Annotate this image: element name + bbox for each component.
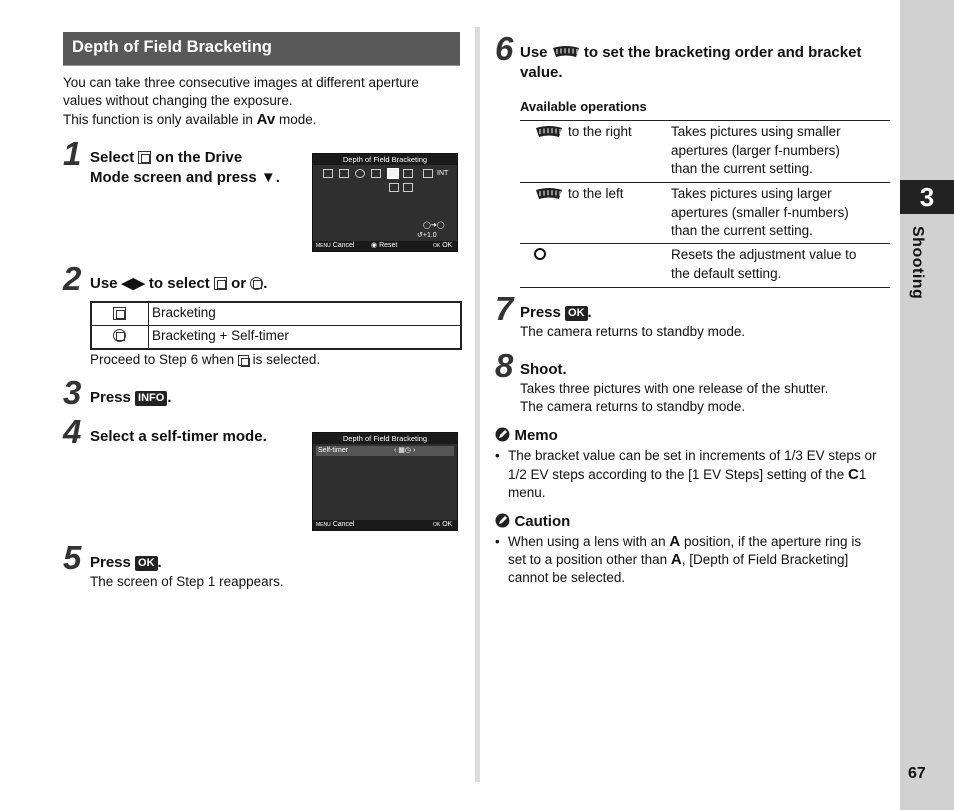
bracketing-timer-icon xyxy=(250,277,263,290)
step-2-note: Proceed to Step 6 when is selected. xyxy=(90,352,321,367)
interval-label: INT xyxy=(437,170,449,177)
single-frame-icon xyxy=(323,169,333,178)
step-number-8: 8 xyxy=(495,347,514,384)
table-row xyxy=(520,243,890,288)
intro-line-1: You can take three consecutive images at different aperture xyxy=(63,75,419,90)
caution-line-3: cannot be selected. xyxy=(508,570,626,585)
step-number-4: 4 xyxy=(63,413,82,450)
caution-line-1: When using a lens with an A position, if the aperture ring is xyxy=(508,533,862,550)
step-8-note-2: The camera returns to standby mode. xyxy=(520,399,746,414)
bracketing-icon xyxy=(113,307,126,320)
bracketing-timer-icon xyxy=(113,329,126,342)
chapter-number: 3 xyxy=(900,180,954,214)
control-desc: Takes pictures using larger apertures (smaller f-numbers) than the current setting. xyxy=(671,186,849,238)
info-button-icon: INFO xyxy=(135,391,167,406)
memo-line-3: menu. xyxy=(508,485,546,500)
step-8-note-1: Takes three pictures with one release of the shutter. xyxy=(520,381,829,396)
mirror-up-icon xyxy=(403,169,413,178)
control-desc: Resets the adjustment value to the default setting. xyxy=(671,247,857,281)
aperture-a-icon: A xyxy=(669,533,681,550)
rear-dial-icon xyxy=(535,188,563,200)
hdr-icon xyxy=(423,169,433,178)
bracketing-timer-icon xyxy=(403,183,413,192)
control-label: to the left xyxy=(568,186,624,201)
step-1-line-2: Mode screen and press ▼. xyxy=(90,169,280,186)
aperture-a-icon: A xyxy=(670,551,682,568)
bracketing-icon xyxy=(238,355,249,366)
caution-heading: Caution xyxy=(495,513,570,531)
cancel-hint: MENU Cancel xyxy=(316,521,355,528)
ev-value: ↺+1.0 xyxy=(417,232,437,239)
bracketing-icon xyxy=(214,277,227,290)
remote-icon xyxy=(371,169,381,178)
step-6-line-2: value. xyxy=(520,64,563,81)
step-4-title: Select a self-timer mode. xyxy=(90,428,267,445)
operations-heading: Available operations xyxy=(520,99,647,114)
bracketing-icon-a xyxy=(389,183,399,192)
step-7-note: The camera returns to standby mode. xyxy=(520,324,746,339)
section-title: Depth of Field Bracketing xyxy=(72,38,272,56)
self-timer-row: Self-timer ‹ ▦◷ › xyxy=(316,446,454,456)
step-7-title: Press OK . xyxy=(520,304,592,321)
table-cell-label: Bracketing xyxy=(152,305,216,320)
step-number-3: 3 xyxy=(63,374,82,411)
memo-pencil-icon xyxy=(495,427,510,442)
memo-line-1: The bracket value can be set in increments of 1/3 EV steps or xyxy=(508,448,877,463)
chapter-label: Shooting xyxy=(909,226,926,300)
table-row xyxy=(520,120,890,182)
step-6-line-1: Use to set the bracketing order and bracket xyxy=(520,44,862,61)
ok-hint: OK OK xyxy=(433,521,453,528)
drive-mode-screen xyxy=(312,153,458,252)
step-number-1: 1 xyxy=(63,135,82,172)
memo-line-2: 1/2 EV steps according to the [1 EV Steps] setting of the C1 xyxy=(508,466,867,483)
continuous-icon xyxy=(339,169,349,178)
table-cell-icon xyxy=(92,303,149,326)
step-8-title: Shoot. xyxy=(520,361,567,378)
table-row xyxy=(520,182,890,243)
column-divider xyxy=(475,27,480,782)
bracketing-options-table xyxy=(90,301,462,350)
caution-line-2: set to a position other than A, [Depth of Field Bracketing] xyxy=(508,551,849,568)
self-timer-icon xyxy=(355,169,365,178)
custom-menu-c-icon: C xyxy=(847,466,859,483)
step-number-7: 7 xyxy=(495,290,514,327)
intro-line-3: This function is only available in Av mode. xyxy=(63,111,317,128)
bracketing-selected-icon xyxy=(387,168,399,179)
rear-dial-icon xyxy=(535,126,563,138)
section-header xyxy=(63,32,460,66)
ok-button-icon: OK xyxy=(565,306,588,321)
self-timer-screen xyxy=(312,432,458,531)
caution-icon xyxy=(495,513,510,528)
table-cell-label: Bracketing + Self-timer xyxy=(152,328,289,343)
memo-heading: Memo xyxy=(495,427,558,445)
reset-hint: ◉ Reset xyxy=(371,242,398,249)
intro-line-2: values without changing the exposure. xyxy=(63,93,293,108)
green-button-icon xyxy=(534,248,546,260)
ok-button-icon: OK xyxy=(135,556,158,571)
step-2-title: Use ◀▶ to select or . xyxy=(90,275,268,292)
step-5-title: Press OK . xyxy=(90,554,162,571)
av-mode-glyph: Av xyxy=(256,111,276,128)
screen-title: Depth of Field Bracketing xyxy=(313,154,457,165)
bracketing-icon xyxy=(138,151,151,164)
bullet-icon: • xyxy=(495,448,500,463)
rear-dial-icon xyxy=(552,46,580,58)
chapter-sidebar xyxy=(900,0,954,810)
bullet-icon: • xyxy=(495,534,500,549)
screen-title: Depth of Field Bracketing xyxy=(313,433,457,444)
step-number-5: 5 xyxy=(63,539,82,576)
cancel-hint: MENU Cancel xyxy=(316,242,355,249)
step-5-note: The screen of Step 1 reappears. xyxy=(90,574,284,589)
table-cell-icon xyxy=(92,325,149,348)
step-3-title: Press INFO . xyxy=(90,389,172,406)
step-1-line-1: Select on the Drive xyxy=(90,149,243,166)
order-arrows-icon: ◯➜◯ xyxy=(423,222,445,229)
ok-hint: OK OK xyxy=(433,242,453,249)
step-number-6: 6 xyxy=(495,30,514,67)
control-label: to the right xyxy=(568,124,632,139)
control-desc: Takes pictures using smaller apertures (larger f-numbers) than the current setting. xyxy=(671,124,841,176)
timer-value-icon: ‹ ▦◷ › xyxy=(394,447,416,454)
page-number: 67 xyxy=(908,765,926,782)
step-number-2: 2 xyxy=(63,260,82,297)
